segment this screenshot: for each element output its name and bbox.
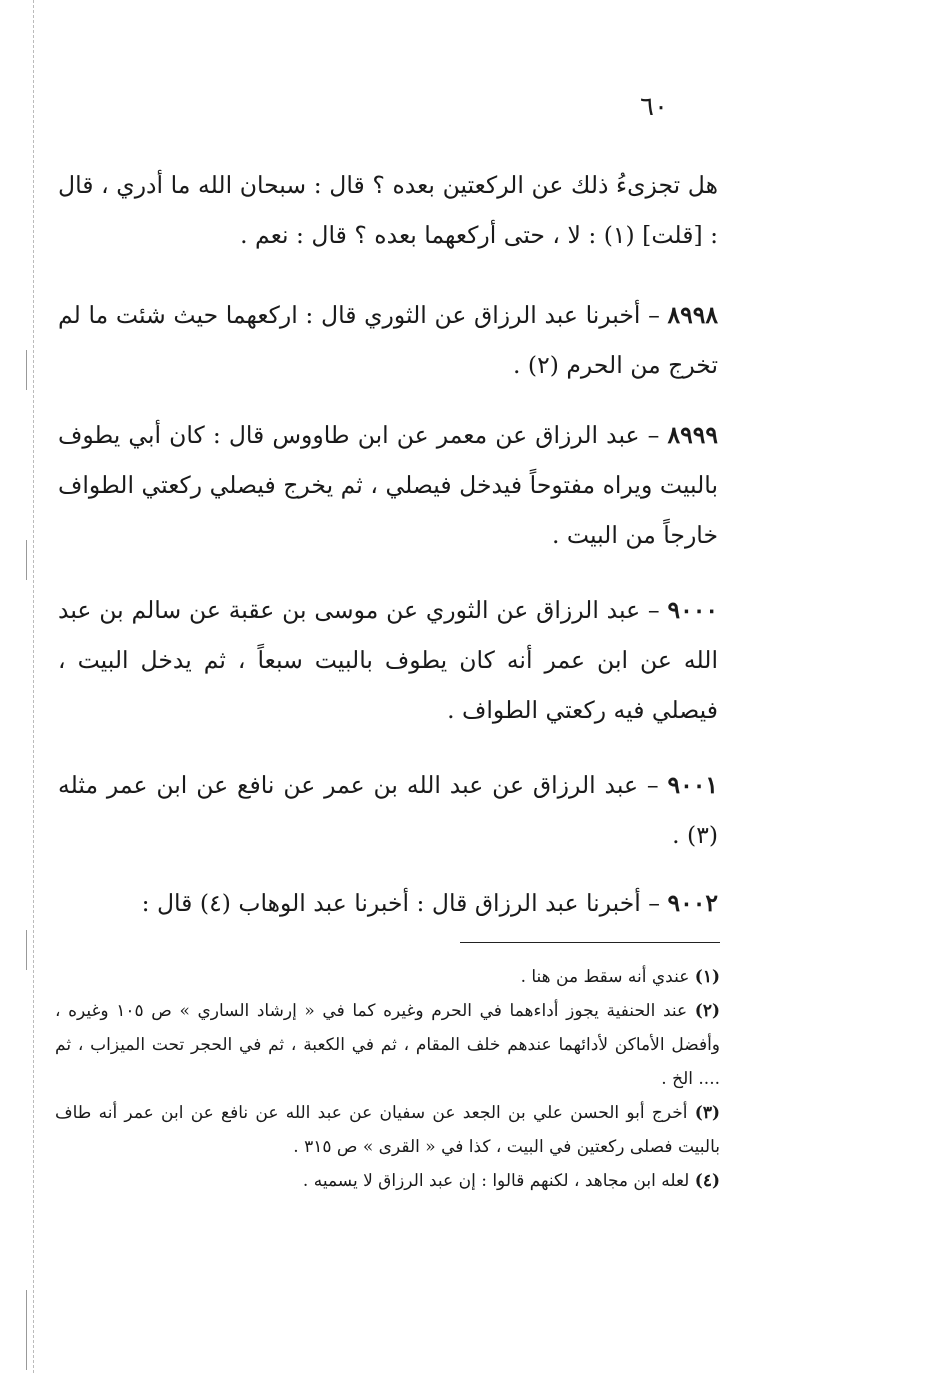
- paragraph-text: هل تجزىءُ ذلك عن الركعتين بعده ؟ قال : سبحان الله ما أدري ، قال : [قلت] (١) : لا ، حتى أركعهما بعده ؟ قال : نعم .: [58, 171, 718, 249]
- footnote-mark: (٢): [694, 1001, 720, 1021]
- hadith-text: – أخبرنا عبد الرزاق قال : أخبرنا عبد الوهاب (٤) قال :: [141, 889, 668, 917]
- footnote-divider: [460, 942, 720, 943]
- footnote-mark: (٣): [694, 1103, 720, 1123]
- scan-edge-line: [33, 0, 34, 1373]
- hadith-number: ٩٠٠٠: [667, 596, 718, 624]
- scan-edge-mark: [26, 930, 27, 970]
- hadith-text: – أخبرنا عبد الرزاق عن الثوري قال : اركعهما حيث شئت ما لم تخرج من الحرم (٢) .: [58, 301, 718, 379]
- footnote-3: [55, 1096, 720, 1164]
- footnote-text: لعله ابن مجاهد ، لكنهم قالوا : إن عبد الرزاق لا يسميه .: [302, 1171, 695, 1191]
- footnote-4: [55, 1164, 720, 1198]
- footnote-1: [55, 960, 720, 994]
- hadith-number: ٩٠٠٢: [667, 889, 718, 917]
- footnote-text: عندي أنه سقط من هنا .: [520, 967, 695, 987]
- scan-edge-mark: [26, 1290, 27, 1370]
- footnote-2: [55, 994, 720, 1096]
- paragraph-continuation: [58, 160, 718, 260]
- hadith-text: – عبد الرزاق عن معمر عن ابن طاووس قال : كان أبي يطوف بالبيت ويراه مفتوحاً فيدخل فيصلي ، ثم يخرج فيصلي ركعتي الطواف خارجاً من البيت .: [58, 421, 718, 549]
- scan-edge-mark: [26, 540, 27, 580]
- hadith-text: – عبد الرزاق عن عبد الله بن عمر عن نافع عن ابن عمر مثله (٣) .: [58, 771, 718, 849]
- footnotes: [55, 960, 720, 1198]
- scan-edge-mark: [26, 350, 27, 390]
- footnote-mark: (٤): [694, 1171, 720, 1191]
- page-number: ٦٠: [640, 92, 668, 122]
- hadith-number: ٩٠٠١: [667, 771, 718, 799]
- hadith-8999: [58, 410, 718, 560]
- hadith-9001: [58, 760, 718, 860]
- hadith-9002: [58, 878, 718, 928]
- footnote-text: أخرج أبو الحسن علي بن الجعد عن سفيان عن عبد الله عن نافع عن ابن عمر أنه طاف بالبيت فصلى ركعتين في البيت ، كذا في « القرى » ص ٣١٥ .: [55, 1103, 720, 1157]
- hadith-text: – عبد الرزاق عن الثوري عن موسى بن عقبة عن سالم بن عبد الله عن ابن عمر أنه كان يطوف بالبيت سبعاً ، ثم يدخل البيت ، فيصلي فيه ركعتي الطواف .: [58, 596, 718, 724]
- hadith-9000: [58, 585, 718, 735]
- footnote-text: عند الحنفية يجوز أداءهما في الحرم وغيره كما في « إرشاد الساري » ص ١٠٥ وغيره ، وأفضل الأماكن لأدائهما عندهم خلف المقام ، ثم في الكعبة ، ثم في الحجر تحت الميزاب ، ثم .... الخ .: [55, 1001, 720, 1089]
- hadith-8998: [58, 290, 718, 390]
- hadith-number: ٨٩٩٩: [667, 421, 718, 449]
- footnote-mark: (١): [694, 967, 720, 987]
- hadith-number: ٨٩٩٨: [667, 301, 718, 329]
